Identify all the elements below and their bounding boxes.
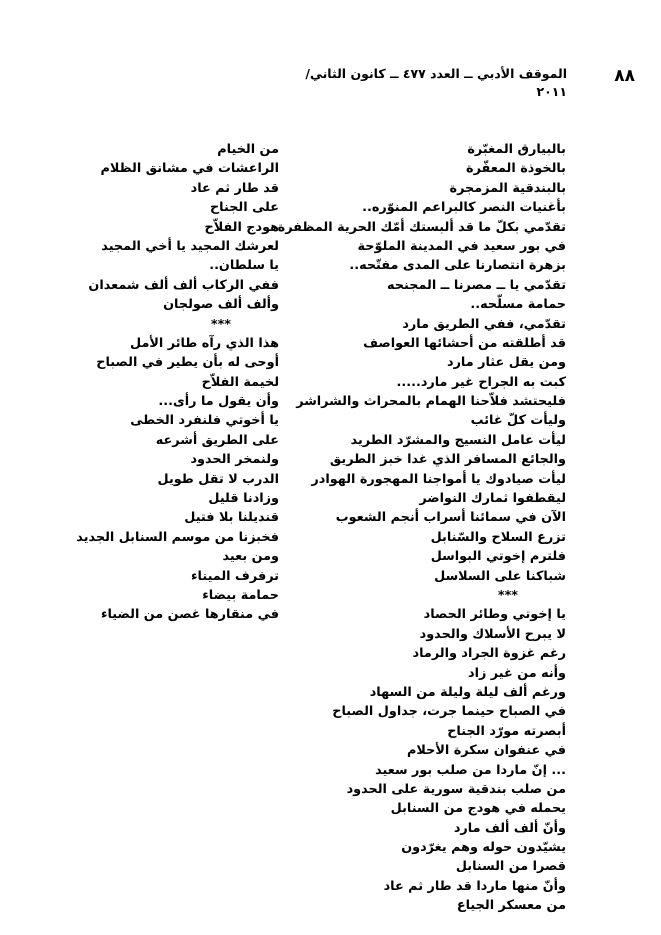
poem-line: هودج الفلاّح bbox=[204, 219, 279, 235]
poem-line: وأن يقول ما رأى... bbox=[158, 394, 279, 410]
poem-line: على الطريق أشرعه bbox=[155, 432, 279, 448]
stanza-separator: *** bbox=[497, 587, 518, 603]
poem-line: وزادنا قليل bbox=[208, 491, 279, 507]
poem-line: ففي الركاب ألف ألف شمعدان bbox=[88, 277, 279, 293]
poem-line: ولنمخر الحدود bbox=[190, 452, 279, 468]
poem-line: تقدّمي، ففي الطريق مارد bbox=[402, 316, 566, 332]
poem-line: يحمله في هودج من السنابل bbox=[390, 801, 566, 817]
poem-line: في الصباح حينما جرت، جداول الصباح bbox=[332, 704, 566, 720]
poem-line: بالبندقية المزمجرة bbox=[449, 180, 566, 196]
poem-line: يا إخوتي وطائر الحصاد bbox=[423, 607, 566, 623]
poem-line: بأغنيات النصر كالبراعم المنوّره.. bbox=[362, 200, 566, 216]
poem-line: يا سلطان.. bbox=[209, 258, 279, 274]
poem-line: في بور سعيد في المدينة الملوّحة bbox=[357, 238, 566, 254]
poem-line: أبصرته مورّد الجناح bbox=[447, 723, 566, 739]
poem-line: شباكنا على السلاسل bbox=[434, 568, 566, 584]
poem-line: وأنه من غير زاد bbox=[468, 665, 566, 681]
poem-line: قد أطلقته من أحشائها العواصف bbox=[363, 335, 566, 351]
poem-line: ليأت صيادوك يا أمواجنا المهجورة الهوادر bbox=[311, 471, 566, 487]
poem-line: ليأت عامل النسيج والمشرّد الطريد bbox=[350, 432, 566, 448]
page-number: ٨٨ bbox=[614, 66, 635, 86]
poem-line: لعرشك المجيد يا أخي المجيد bbox=[101, 238, 279, 254]
poem-right-column bbox=[266, 140, 566, 916]
poem-line: الآن في سمائنا أسراب أنجم الشعوب bbox=[335, 510, 566, 526]
poem-line: هذا الذي رآه طائر الأمل bbox=[130, 335, 279, 351]
poem-line: بزهرة انتصارنا على المدى مفتّحه.. bbox=[349, 258, 566, 274]
poem-line: تزرع السلاح والسّنابل bbox=[430, 529, 566, 545]
running-title-year: ٢٠١١ bbox=[536, 84, 567, 99]
poem-line: قد طار ثم عاد bbox=[190, 180, 279, 196]
poem-line: فليحتشد فلاّحنا الهمام بالمحراث والشراشر bbox=[296, 394, 566, 410]
poem-line: من صلب بندقية سورية على الحدود bbox=[346, 781, 566, 797]
poem-line: ومن بعيد bbox=[222, 549, 279, 565]
poem-line: وأنّ منها ماردا قد طار ثم عاد bbox=[383, 878, 566, 894]
poem-line: أوحى له بأن يطير في الصباح bbox=[96, 355, 279, 371]
poem-line: وأنّ ألف ألف مارد bbox=[453, 820, 566, 836]
poem-line: بالخوذة المعفّرة bbox=[466, 161, 566, 177]
poem-line: لا يبرح الأسلاك والحدود bbox=[419, 626, 566, 642]
poem-line: الراعشات في مشانق الظلام bbox=[100, 161, 279, 177]
poem-line: ليقطفوا ثمارك النواضر bbox=[419, 491, 566, 507]
poem-line: في منقارها غصن من الضياء bbox=[100, 607, 279, 623]
poem-line: رغم غزوة الجراد والرماد bbox=[412, 646, 566, 662]
poem-line: على الجناح bbox=[209, 200, 279, 216]
poem-line: ورغم ألف ليلة وليلة من السهاد bbox=[369, 684, 566, 700]
poem-line: يا أخوتي فلنفرد الخطى bbox=[130, 413, 279, 429]
poem-line: حمامة مسلّحه.. bbox=[470, 297, 566, 313]
poem-line: فخبزنا من موسم السنابل الجديد bbox=[76, 529, 279, 545]
poem-left-column bbox=[19, 140, 279, 625]
poem-line: من الخيام bbox=[217, 142, 279, 157]
poem-line: تقدّمي يا ــ مصرنا ــ المجنحه bbox=[387, 277, 566, 293]
poem-line: وألف ألف صولجان bbox=[163, 297, 279, 313]
page-header bbox=[75, 62, 635, 102]
running-title: الموقف الأدبي ــ العدد ٤٧٧ ــ كانون الثاني/ bbox=[305, 66, 567, 81]
poem-line: بالبيارق المغبّرة bbox=[467, 142, 566, 157]
stanza-separator: *** bbox=[210, 316, 231, 332]
poem-line: فلترم إخوتي البواسل bbox=[430, 549, 566, 565]
poem-line: قصرا من السنابل bbox=[455, 859, 566, 875]
poem-line: ومن يقل عثار مارد bbox=[447, 355, 566, 371]
poem-line: كبت به الجراح غير مارد..... bbox=[396, 374, 566, 390]
poem-line: والجائع المسافر الذي غدا خبز الطريق bbox=[329, 452, 566, 468]
poem-line: تقدّمي بكلّ ما قد ألبستك أمّك الحرية المظفرة bbox=[277, 219, 566, 235]
poem-line: يشيّدون حوله وهم يغرّدون bbox=[401, 840, 566, 856]
poem-line: وليأت كلّ غائب bbox=[470, 413, 566, 429]
poem-line: ترفرف الميناء bbox=[191, 568, 279, 584]
poem-line: في عنفوان سكرة الأحلام bbox=[407, 743, 566, 759]
poem-line: الدرب لا تقل طويل bbox=[157, 471, 279, 487]
poem-line: قنديلنا بلا فتيل bbox=[184, 510, 279, 526]
poem-line: ... إنّ ماردا من صلب بور سعيد bbox=[375, 762, 566, 778]
poem-line: لخيمة الفلاّح bbox=[201, 374, 279, 390]
poem-line: من معسكر الجياع bbox=[456, 898, 566, 914]
poem-line: حمامة بيضاء bbox=[202, 587, 279, 603]
